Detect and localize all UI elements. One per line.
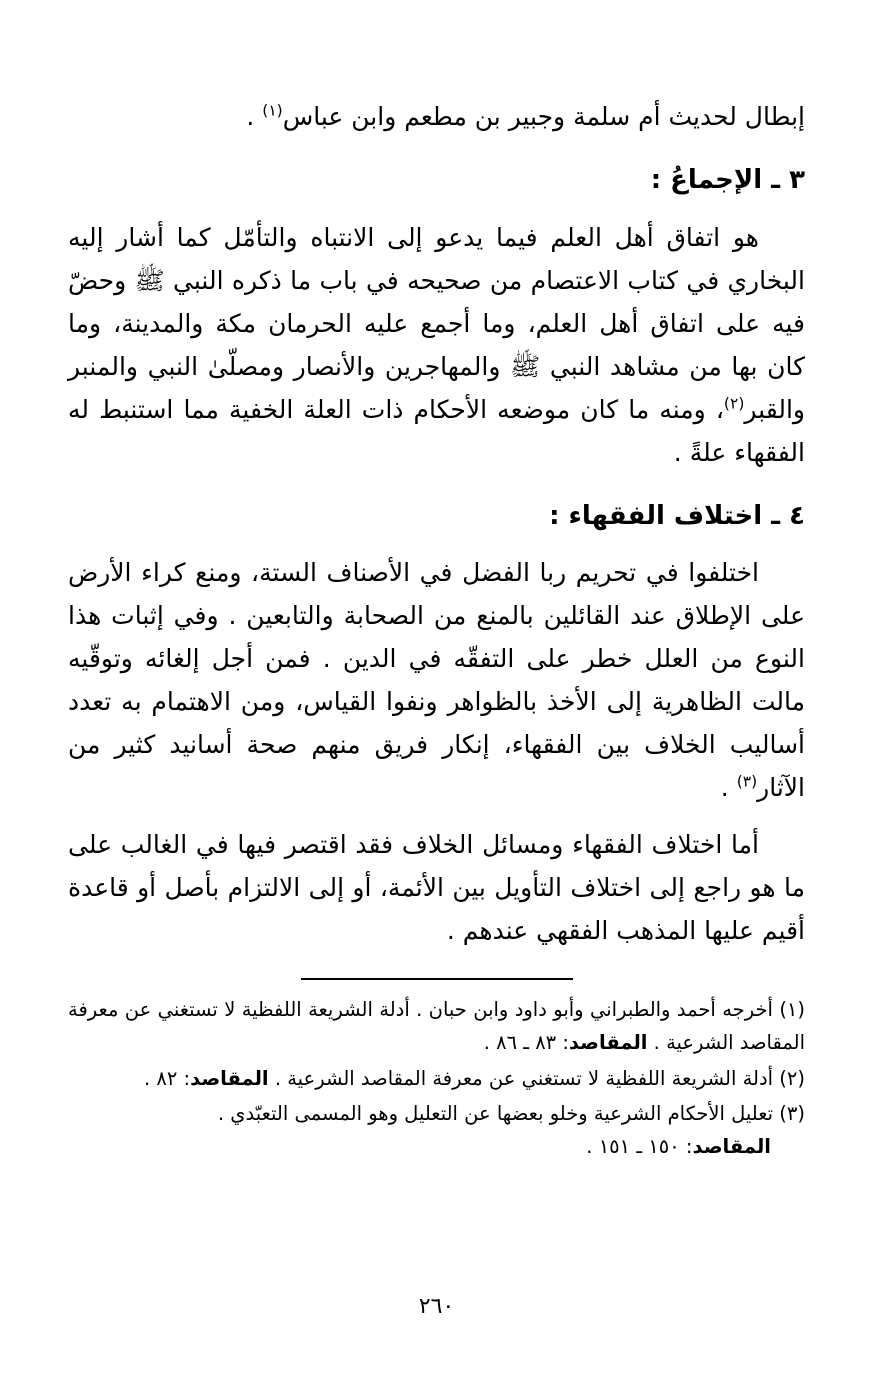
footnote-source: المقاصد: [190, 1066, 269, 1090]
footnote-marker: (٢): [779, 1066, 805, 1090]
footnote-text: أخرجه أحمد والطبراني وأبو داود وابن حبان . أدلة الشريعة اللفظية لا تستغني عن معرفة المقاصد الشرعية .: [68, 998, 805, 1054]
paragraph-text-part-2: .: [720, 773, 737, 803]
footnote-ref-3: (٣): [736, 772, 758, 791]
opening-paragraph: [68, 95, 805, 138]
spacer: [68, 537, 805, 551]
footnote-item: [68, 994, 805, 1060]
page-body: [68, 95, 805, 952]
paragraph-text-part-2: ، ومنه ما كان موضعه الأحكام ذات العلة الخفية مما استنبط له الفقهاء علةً .: [68, 394, 805, 467]
footnote-text: تعليل الأحكام الشرعية وخلو بعضها عن التعليل وهو المسمى التعبّدي .: [217, 1102, 774, 1126]
paragraph-text-part-1: هو اتفاق أهل العلم فيما يدعو إلى الانتباه والتأمّل كما أشار إليه البخاري في كتاب الاعتصام من صحيحه في باب ما ذكره النبي ﷺ وحضّ فيه على اتفاق أهل العلم، وما أجمع عليه الحرمان مكة والمدينة، وما كان بها من مشاهد النبي ﷺ والمهاجرين والأنصار ومصلّىٰ النبي والمنبر والقبر: [68, 222, 805, 424]
footnote-locator: : ٨٣ ـ ٨٦ .: [483, 1030, 569, 1054]
footnote-locator: : ٨٢ .: [143, 1066, 191, 1090]
footnote-ref-1: (١): [262, 101, 283, 120]
footnote-marker: (١): [779, 998, 806, 1022]
footnote-separator: [68, 978, 805, 980]
footnote-separator-line: [301, 978, 573, 980]
footnote-marker: (٣): [779, 1102, 805, 1126]
section-ikhtilaf-paragraph-2: [68, 823, 805, 952]
footnote-text: أدلة الشريعة اللفظية لا تستغني عن معرفة المقاصد الشرعية .: [274, 1066, 774, 1090]
footnote-source: المقاصد: [692, 1135, 771, 1159]
section-ijma-paragraph: [68, 216, 805, 474]
footnote-ref-2: (٢): [723, 394, 745, 413]
footnotes-area: [68, 994, 805, 1167]
opening-paragraph-end: .: [246, 102, 263, 131]
opening-paragraph-text: إبطال لحديث أم سلمة وجبير بن مطعم وابن عباس: [282, 102, 805, 131]
spacer: [68, 138, 805, 160]
paragraph-text-part-1: أما اختلاف الفقهاء ومسائل الخلاف فقد اقتصر فيها في الغالب على ما هو راجع إلى اختلاف التأويل بين الأئمة، أو إلى الالتزام بأصل أو قاعدة أقيم عليها المذهب الفقهي عندهم .: [68, 830, 805, 946]
paragraph-text-part-1: اختلفوا في تحريم ربا الفضل في الأصناف الستة، ومنع كراء الأرض على الإطلاق عند القائلين بالمنع من الصحابة والتابعين . وفي إثبات هذا النوع من العلل خطر على التفقّه في الدين . فمن أجل إلغائه وتوقّيه مالت الظاهرية إلى الأخذ بالظواهر ونفوا القياس، ومن الاهتمام به تعدد أساليب الخلاف بين الفقهاء، إنكار فريق منهم صحة أسانيد كثير من الآثار: [68, 558, 805, 803]
footnote-locator: : ١٥٠ ـ ١٥١ .: [586, 1135, 693, 1159]
footnote-item: [68, 1063, 805, 1096]
section-ikhtilaf-paragraph-1: [68, 551, 805, 809]
footnote-source: المقاصد: [568, 1030, 648, 1054]
footnote-item: [68, 1098, 805, 1164]
section-heading-ijma: ٣ ـ الإجماعُ :: [650, 165, 805, 195]
footnote-continuation: [68, 1131, 805, 1164]
spacer: [68, 809, 805, 823]
spacer: [68, 202, 805, 216]
section-heading-ikhtilaf: ٤ ـ اختلاف الفقهاء :: [549, 500, 805, 531]
spacer: [68, 474, 805, 496]
page-number: ٢٦٠: [418, 1294, 455, 1319]
